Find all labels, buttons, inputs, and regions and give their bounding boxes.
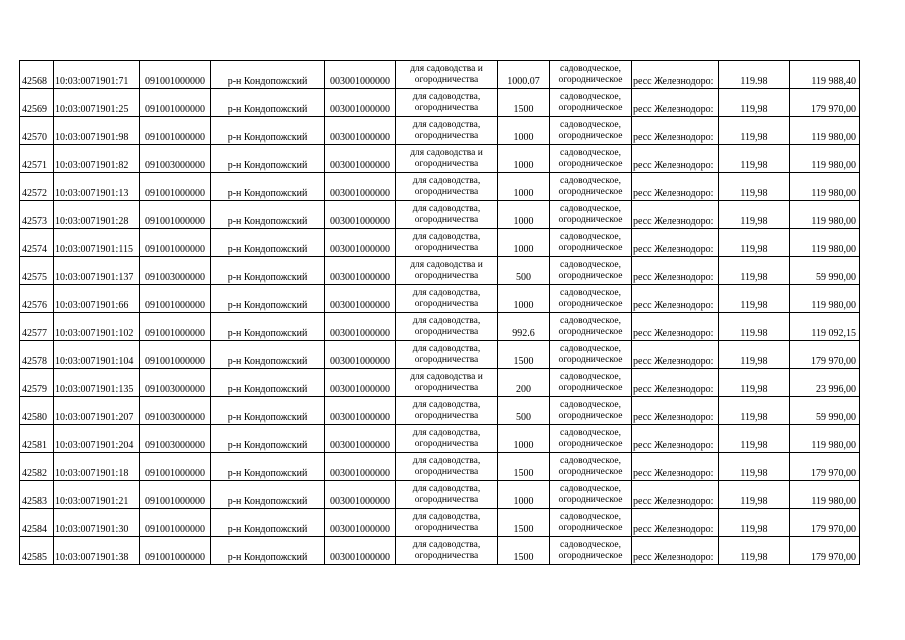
permitted-use-line-2: огородничества: [414, 410, 479, 421]
permitted-use-line-2: огородничества: [414, 186, 479, 197]
permitted-use-cell: [396, 89, 498, 117]
address-cell: ресс Железнодоро:: [632, 173, 719, 201]
permitted-use-cell: [396, 285, 498, 313]
oktmo-code-cell: 003001000000: [325, 229, 396, 257]
unit-price-cell: 119,98: [719, 537, 790, 565]
address-cell: ресс Железнодоро:: [632, 425, 719, 453]
land-category-line-1: садоводческое,: [560, 483, 621, 494]
table-row: [20, 341, 860, 369]
record-number-cell: 42570: [20, 117, 54, 145]
table-row: [20, 145, 860, 173]
land-category-cell: [550, 61, 632, 89]
record-number-cell: 42576: [20, 285, 54, 313]
permitted-use-line-1: для садоводства и: [410, 63, 483, 74]
permitted-use-cell: [396, 61, 498, 89]
land-category-cell: [550, 229, 632, 257]
cadastral-value-cell: 119 980,00: [790, 201, 860, 229]
okato-code-cell: 091001000000: [140, 341, 211, 369]
permitted-use-cell: [396, 341, 498, 369]
okato-code-cell: 091001000000: [140, 537, 211, 565]
oktmo-code-cell: 003001000000: [325, 285, 396, 313]
land-category-cell: [550, 313, 632, 341]
permitted-use-cell: [396, 369, 498, 397]
cadastral-number-cell: 10:03:0071901:104: [54, 341, 140, 369]
permitted-use-line-2: огородничества: [414, 214, 479, 225]
permitted-use-line-2: огородничества: [414, 102, 479, 113]
cadastral-value-cell: 119 980,00: [790, 117, 860, 145]
district-cell: р-н Кондопожский: [211, 89, 325, 117]
address-cell: ресс Железнодоро:: [632, 509, 719, 537]
record-number-cell: 42573: [20, 201, 54, 229]
district-cell: р-н Кондопожский: [211, 173, 325, 201]
district-cell: р-н Кондопожский: [211, 61, 325, 89]
land-category-line-2: огородническое: [558, 494, 623, 505]
permitted-use-line-2: огородничества: [414, 74, 479, 85]
district-cell: р-н Кондопожский: [211, 481, 325, 509]
unit-price-cell: 119,98: [719, 425, 790, 453]
table-row: [20, 201, 860, 229]
oktmo-code-cell: 003001000000: [325, 425, 396, 453]
district-cell: р-н Кондопожский: [211, 117, 325, 145]
cadastral-number-cell: 10:03:0071901:25: [54, 89, 140, 117]
land-category-line-2: огородническое: [558, 186, 623, 197]
address-cell: ресс Железнодоро:: [632, 117, 719, 145]
unit-price-cell: 119,98: [719, 229, 790, 257]
okato-code-cell: 091001000000: [140, 201, 211, 229]
land-category-line-2: огородническое: [558, 102, 623, 113]
district-cell: р-н Кондопожский: [211, 201, 325, 229]
permitted-use-line-2: огородничества: [414, 270, 479, 281]
address-cell: ресс Железнодоро:: [632, 285, 719, 313]
district-cell: р-н Кондопожский: [211, 369, 325, 397]
record-number-cell: 42578: [20, 341, 54, 369]
land-category-line-2: огородническое: [558, 550, 623, 561]
land-category-cell: [550, 89, 632, 117]
cadastral-value-cell: 119 980,00: [790, 481, 860, 509]
table-row: [20, 61, 860, 89]
permitted-use-line-1: для садоводства,: [412, 539, 481, 550]
land-category-line-2: огородническое: [558, 354, 623, 365]
cadastral-number-cell: 10:03:0071901:38: [54, 537, 140, 565]
address-cell: ресс Железнодоро:: [632, 313, 719, 341]
district-cell: р-н Кондопожский: [211, 509, 325, 537]
land-plots-table: [19, 60, 860, 565]
land-category-line-1: садоводческое,: [560, 259, 621, 270]
oktmo-code-cell: 003001000000: [325, 145, 396, 173]
land-category-cell: [550, 537, 632, 565]
permitted-use-line-1: для садоводства и: [410, 371, 483, 382]
permitted-use-line-2: огородничества: [414, 466, 479, 477]
permitted-use-line-2: огородничества: [414, 242, 479, 253]
land-category-cell: [550, 145, 632, 173]
unit-price-cell: 119,98: [719, 481, 790, 509]
table-row: [20, 173, 860, 201]
record-number-cell: 42571: [20, 145, 54, 173]
area-cell: 1000.07: [498, 61, 550, 89]
permitted-use-cell: [396, 397, 498, 425]
cadastral-value-cell: 119 988,40: [790, 61, 860, 89]
permitted-use-line-2: огородничества: [414, 130, 479, 141]
unit-price-cell: 119,98: [719, 369, 790, 397]
land-category-cell: [550, 201, 632, 229]
table-row: [20, 89, 860, 117]
land-category-cell: [550, 117, 632, 145]
address-cell: ресс Железнодоро:: [632, 537, 719, 565]
permitted-use-line-1: для садоводства,: [412, 231, 481, 242]
unit-price-cell: 119,98: [719, 453, 790, 481]
permitted-use-line-1: для садоводства,: [412, 343, 481, 354]
permitted-use-cell: [396, 481, 498, 509]
area-cell: 992.6: [498, 313, 550, 341]
okato-code-cell: 091001000000: [140, 89, 211, 117]
land-category-line-1: садоводческое,: [560, 91, 621, 102]
cadastral-number-cell: 10:03:0071901:30: [54, 509, 140, 537]
address-cell: ресс Железнодоро:: [632, 453, 719, 481]
okato-code-cell: 091001000000: [140, 313, 211, 341]
cadastral-value-cell: 119 980,00: [790, 229, 860, 257]
unit-price-cell: 119,98: [719, 145, 790, 173]
district-cell: р-н Кондопожский: [211, 257, 325, 285]
permitted-use-line-2: огородничества: [414, 298, 479, 309]
oktmo-code-cell: 003001000000: [325, 173, 396, 201]
oktmo-code-cell: 003001000000: [325, 453, 396, 481]
land-category-line-2: огородническое: [558, 130, 623, 141]
land-category-line-2: огородническое: [558, 466, 623, 477]
land-category-cell: [550, 481, 632, 509]
land-category-line-1: садоводческое,: [560, 175, 621, 186]
okato-code-cell: 091001000000: [140, 285, 211, 313]
district-cell: р-н Кондопожский: [211, 425, 325, 453]
permitted-use-line-2: огородничества: [414, 326, 479, 337]
oktmo-code-cell: 003001000000: [325, 341, 396, 369]
land-category-line-2: огородническое: [558, 242, 623, 253]
land-category-cell: [550, 453, 632, 481]
cadastral-number-cell: 10:03:0071901:115: [54, 229, 140, 257]
unit-price-cell: 119,98: [719, 89, 790, 117]
oktmo-code-cell: 003001000000: [325, 257, 396, 285]
address-cell: ресс Железнодоро:: [632, 341, 719, 369]
record-number-cell: 42581: [20, 425, 54, 453]
table-row: [20, 397, 860, 425]
cadastral-number-cell: 10:03:0071901:13: [54, 173, 140, 201]
unit-price-cell: 119,98: [719, 173, 790, 201]
record-number-cell: 42574: [20, 229, 54, 257]
unit-price-cell: 119,98: [719, 285, 790, 313]
land-category-line-1: садоводческое,: [560, 455, 621, 466]
unit-price-cell: 119.98: [719, 313, 790, 341]
cadastral-value-cell: 119 980,00: [790, 425, 860, 453]
record-number-cell: 42577: [20, 313, 54, 341]
permitted-use-cell: [396, 537, 498, 565]
area-cell: 1000: [498, 201, 550, 229]
unit-price-cell: 119,98: [719, 341, 790, 369]
land-category-line-2: огородническое: [558, 522, 623, 533]
record-number-cell: 42582: [20, 453, 54, 481]
permitted-use-line-1: для садоводства,: [412, 399, 481, 410]
district-cell: р-н Кондопожский: [211, 397, 325, 425]
permitted-use-line-1: для садоводства,: [412, 91, 481, 102]
cadastral-value-cell: 119 980,00: [790, 173, 860, 201]
land-category-line-1: садоводческое,: [560, 427, 621, 438]
permitted-use-line-1: для садоводства,: [412, 427, 481, 438]
land-category-line-1: садоводческое,: [560, 315, 621, 326]
cadastral-number-cell: 10:03:0071901:28: [54, 201, 140, 229]
record-number-cell: 42572: [20, 173, 54, 201]
okato-code-cell: 091003000000: [140, 145, 211, 173]
permitted-use-cell: [396, 425, 498, 453]
cadastral-number-cell: 10:03:0071901:82: [54, 145, 140, 173]
cadastral-number-cell: 10:03:0071901:204: [54, 425, 140, 453]
land-category-cell: [550, 509, 632, 537]
oktmo-code-cell: 003001000000: [325, 89, 396, 117]
area-cell: 1500: [498, 89, 550, 117]
okato-code-cell: 091001000000: [140, 117, 211, 145]
address-cell: ресс Железнодоро:: [632, 61, 719, 89]
district-cell: р-н Кондопожский: [211, 453, 325, 481]
record-number-cell: 42583: [20, 481, 54, 509]
record-number-cell: 42584: [20, 509, 54, 537]
area-cell: 1000: [498, 285, 550, 313]
permitted-use-line-2: огородничества: [414, 438, 479, 449]
permitted-use-cell: [396, 229, 498, 257]
address-cell: ресс Железнодоро:: [632, 369, 719, 397]
okato-code-cell: 091001000000: [140, 229, 211, 257]
district-cell: р-н Кондопожский: [211, 285, 325, 313]
okato-code-cell: 091001000000: [140, 453, 211, 481]
unit-price-cell: 119,98: [719, 201, 790, 229]
land-category-line-1: садоводческое,: [560, 287, 621, 298]
cadastral-number-cell: 10:03:0071901:137: [54, 257, 140, 285]
land-category-cell: [550, 369, 632, 397]
permitted-use-line-2: огородничества: [414, 550, 479, 561]
permitted-use-cell: [396, 173, 498, 201]
oktmo-code-cell: 003001000000: [325, 201, 396, 229]
table-row: [20, 117, 860, 145]
table-row: [20, 229, 860, 257]
okato-code-cell: 091003000000: [140, 257, 211, 285]
permitted-use-line-1: для садоводства,: [412, 511, 481, 522]
record-number-cell: 42579: [20, 369, 54, 397]
table-row: [20, 257, 860, 285]
address-cell: ресс Железнодоро:: [632, 89, 719, 117]
land-category-line-2: огородническое: [558, 382, 623, 393]
permitted-use-line-1: для садоводства,: [412, 315, 481, 326]
table-row: [20, 285, 860, 313]
unit-price-cell: 119,98: [719, 117, 790, 145]
unit-price-cell: 119,98: [719, 397, 790, 425]
permitted-use-line-1: для садоводства,: [412, 455, 481, 466]
address-cell: ресс Железнодоро:: [632, 229, 719, 257]
area-cell: 200: [498, 369, 550, 397]
land-category-line-1: садоводческое,: [560, 539, 621, 550]
permitted-use-cell: [396, 509, 498, 537]
table-row: [20, 537, 860, 565]
permitted-use-line-1: для садоводства,: [412, 203, 481, 214]
land-category-line-2: огородническое: [558, 270, 623, 281]
oktmo-code-cell: 003001000000: [325, 509, 396, 537]
area-cell: 1000: [498, 481, 550, 509]
cadastral-value-cell: 119 092,15: [790, 313, 860, 341]
permitted-use-line-1: для садоводства и: [410, 259, 483, 270]
cadastral-value-cell: 179 970,00: [790, 453, 860, 481]
unit-price-cell: 119,98: [719, 257, 790, 285]
record-number-cell: 42585: [20, 537, 54, 565]
area-cell: 1000: [498, 145, 550, 173]
land-category-line-1: садоводческое,: [560, 231, 621, 242]
land-category-line-1: садоводческое,: [560, 343, 621, 354]
area-cell: 1500: [498, 453, 550, 481]
permitted-use-line-2: огородничества: [414, 158, 479, 169]
district-cell: р-н Кондопожский: [211, 341, 325, 369]
permitted-use-line-2: огородничества: [414, 522, 479, 533]
cadastral-number-cell: 10:03:0071901:102: [54, 313, 140, 341]
oktmo-code-cell: 003001000000: [325, 117, 396, 145]
area-cell: 500: [498, 257, 550, 285]
address-cell: ресс Железнодоро:: [632, 257, 719, 285]
address-cell: ресс Железнодоро:: [632, 397, 719, 425]
address-cell: ресс Железнодоро:: [632, 145, 719, 173]
oktmo-code-cell: 003001000000: [325, 61, 396, 89]
land-category-line-2: огородническое: [558, 158, 623, 169]
land-category-cell: [550, 257, 632, 285]
land-category-cell: [550, 425, 632, 453]
permitted-use-line-2: огородничества: [414, 494, 479, 505]
land-category-cell: [550, 341, 632, 369]
area-cell: 1000: [498, 173, 550, 201]
cadastral-number-cell: 10:03:0071901:66: [54, 285, 140, 313]
okato-code-cell: 091003000000: [140, 397, 211, 425]
permitted-use-cell: [396, 257, 498, 285]
cadastral-value-cell: 119 980,00: [790, 145, 860, 173]
land-category-line-2: огородническое: [558, 298, 623, 309]
oktmo-code-cell: 003001000000: [325, 369, 396, 397]
permitted-use-cell: [396, 313, 498, 341]
cadastral-value-cell: 179 970,00: [790, 341, 860, 369]
okato-code-cell: 091001000000: [140, 509, 211, 537]
address-cell: ресс Железнодоро:: [632, 201, 719, 229]
okato-code-cell: 091003000000: [140, 369, 211, 397]
table-row: [20, 481, 860, 509]
address-cell: ресс Железнодоро:: [632, 481, 719, 509]
land-category-line-2: огородническое: [558, 214, 623, 225]
permitted-use-cell: [396, 201, 498, 229]
table-row: [20, 509, 860, 537]
permitted-use-cell: [396, 117, 498, 145]
okato-code-cell: 091003000000: [140, 425, 211, 453]
land-category-line-1: садоводческое,: [560, 511, 621, 522]
district-cell: р-н Кондопожский: [211, 537, 325, 565]
record-number-cell: 42568: [20, 61, 54, 89]
land-category-line-1: садоводческое,: [560, 147, 621, 158]
permitted-use-line-1: для садоводства,: [412, 483, 481, 494]
land-category-line-1: садоводческое,: [560, 371, 621, 382]
oktmo-code-cell: 003001000000: [325, 481, 396, 509]
land-category-line-2: огородническое: [558, 438, 623, 449]
permitted-use-line-1: для садоводства,: [412, 175, 481, 186]
table-row: [20, 369, 860, 397]
cadastral-value-cell: 59 990,00: [790, 257, 860, 285]
record-number-cell: 42580: [20, 397, 54, 425]
cadastral-value-cell: 119 980,00: [790, 285, 860, 313]
record-number-cell: 42575: [20, 257, 54, 285]
area-cell: 1000: [498, 117, 550, 145]
land-category-line-1: садоводческое,: [560, 399, 621, 410]
area-cell: 1000: [498, 425, 550, 453]
area-cell: 1500: [498, 341, 550, 369]
unit-price-cell: 119,98: [719, 509, 790, 537]
land-category-line-1: садоводческое,: [560, 119, 621, 130]
cadastral-number-cell: 10:03:0071901:207: [54, 397, 140, 425]
permitted-use-line-2: огородничества: [414, 354, 479, 365]
land-category-line-1: садоводческое,: [560, 63, 621, 74]
okato-code-cell: 091001000000: [140, 481, 211, 509]
permitted-use-line-1: для садоводства и: [410, 147, 483, 158]
cadastral-number-cell: 10:03:0071901:18: [54, 453, 140, 481]
district-cell: р-н Кондопожский: [211, 229, 325, 257]
land-category-cell: [550, 173, 632, 201]
cadastral-value-cell: 179 970,00: [790, 537, 860, 565]
cadastral-number-cell: 10:03:0071901:71: [54, 61, 140, 89]
area-cell: 500: [498, 397, 550, 425]
okato-code-cell: 091001000000: [140, 61, 211, 89]
permitted-use-line-2: огородничества: [414, 382, 479, 393]
land-category-line-2: огородническое: [558, 410, 623, 421]
permitted-use-line-1: для садоводства,: [412, 119, 481, 130]
cadastral-number-cell: 10:03:0071901:135: [54, 369, 140, 397]
cadastral-value-cell: 59 990,00: [790, 397, 860, 425]
land-category-line-2: огородническое: [558, 74, 623, 85]
land-category-cell: [550, 285, 632, 313]
record-number-cell: 42569: [20, 89, 54, 117]
land-category-line-1: садоводческое,: [560, 203, 621, 214]
cadastral-number-cell: 10:03:0071901:98: [54, 117, 140, 145]
unit-price-cell: 119.98: [719, 61, 790, 89]
cadastral-value-cell: 179 970,00: [790, 89, 860, 117]
table-body: [20, 61, 860, 565]
district-cell: р-н Кондопожский: [211, 145, 325, 173]
land-category-cell: [550, 397, 632, 425]
area-cell: 1500: [498, 537, 550, 565]
permitted-use-line-1: для садоводства,: [412, 287, 481, 298]
table-row: [20, 425, 860, 453]
land-category-line-2: огородническое: [558, 326, 623, 337]
permitted-use-cell: [396, 145, 498, 173]
area-cell: 1000: [498, 229, 550, 257]
oktmo-code-cell: 003001000000: [325, 537, 396, 565]
cadastral-value-cell: 179 970,00: [790, 509, 860, 537]
cadastral-value-cell: 23 996,00: [790, 369, 860, 397]
table-row: [20, 313, 860, 341]
cadastral-number-cell: 10:03:0071901:21: [54, 481, 140, 509]
table-row: [20, 453, 860, 481]
area-cell: 1500: [498, 509, 550, 537]
permitted-use-cell: [396, 453, 498, 481]
oktmo-code-cell: 003001000000: [325, 313, 396, 341]
district-cell: р-н Кондопожский: [211, 313, 325, 341]
okato-code-cell: 091001000000: [140, 173, 211, 201]
oktmo-code-cell: 003001000000: [325, 397, 396, 425]
